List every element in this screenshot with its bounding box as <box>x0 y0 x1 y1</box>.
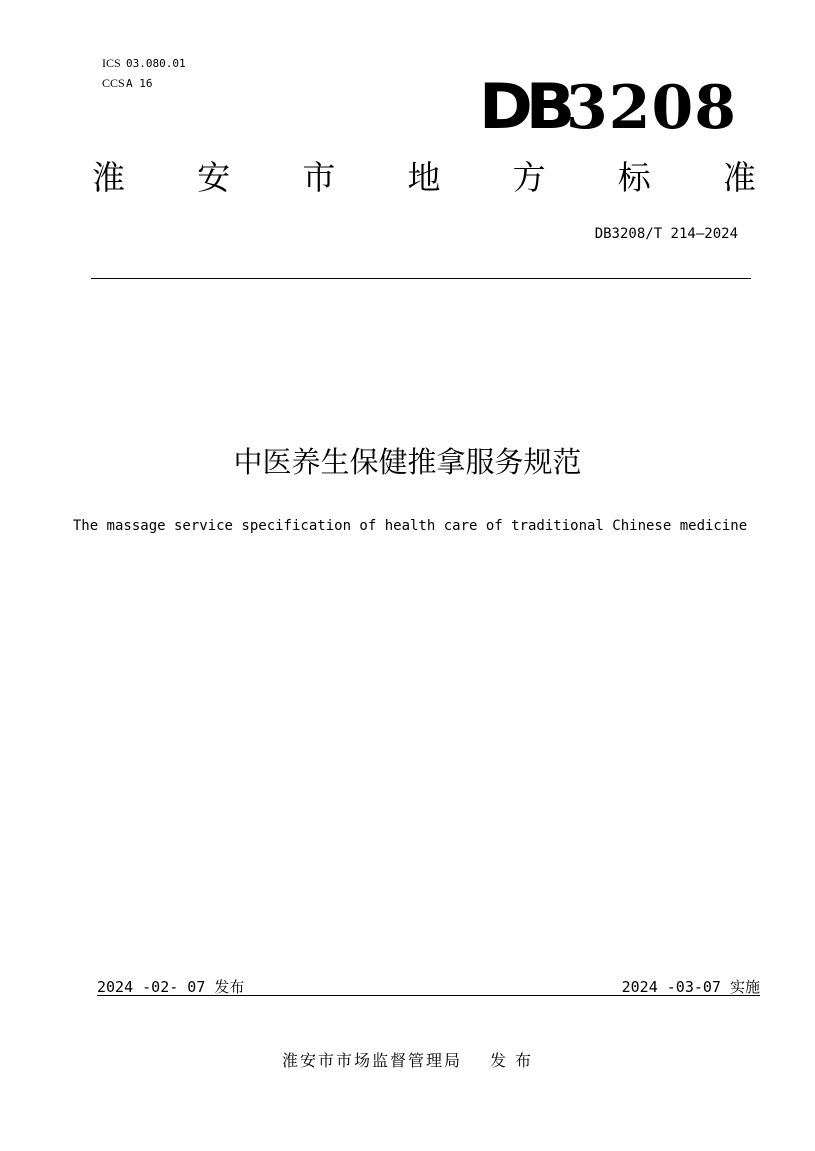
logo-prefix: DB <box>479 70 569 143</box>
standard-type-heading <box>92 156 756 200</box>
header-divider <box>91 278 751 279</box>
standard-type-char: 淮 <box>92 158 125 197</box>
standard-type-char: 方 <box>512 158 546 197</box>
ics-label: ICS <box>102 56 121 70</box>
standard-number: DB3208/T 214—2024 <box>594 226 738 242</box>
db-logo <box>479 70 737 143</box>
ccs-code: A 16 <box>126 77 153 90</box>
issuer-name: 淮安市市场监督管理局 <box>281 1051 462 1070</box>
standard-type-char: 准 <box>722 158 756 197</box>
standard-type-char: 安 <box>197 158 231 197</box>
ccs-line <box>96 62 153 91</box>
issuer-line <box>0 1048 815 1071</box>
standard-type-char: 地 <box>407 158 441 197</box>
standard-type-char: 市 <box>302 158 336 197</box>
standard-type-char: 标 <box>617 158 651 197</box>
date-divider <box>97 995 760 996</box>
ics-code: 03.080.01 <box>126 57 186 70</box>
title-english: The massage service specification of health care of traditional Chinese medicine <box>72 518 748 534</box>
implement-date: 2024 -03-07 实施 <box>621 978 760 996</box>
title-chinese: 中医养生保健推拿服务规范 <box>233 445 582 479</box>
ccs-label: CCS <box>102 76 125 90</box>
publish-date: 2024 -02- 07 发布 <box>97 978 245 996</box>
issuer-action: 发 布 <box>489 1051 534 1070</box>
logo-number: 3208 <box>566 73 737 143</box>
